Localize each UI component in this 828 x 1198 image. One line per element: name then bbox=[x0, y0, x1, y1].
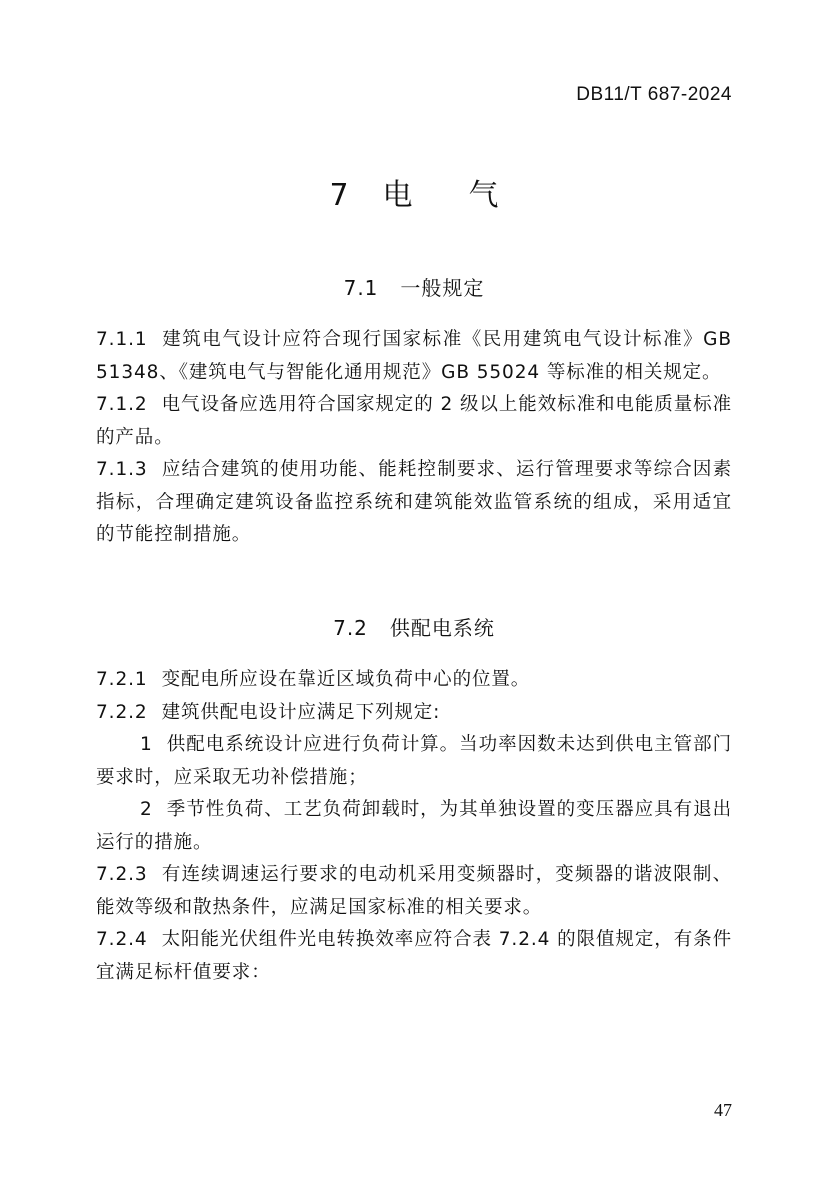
clause-7-1-3 bbox=[96, 454, 732, 552]
clause-text: 电气设备应选用符合国家规定的 2 级以上能效标准和电能质量标准的产品。 bbox=[96, 394, 732, 448]
clause-number: 7.2.1 bbox=[96, 669, 148, 690]
section-number: 7.1 bbox=[343, 276, 379, 300]
chapter-title-part1: 电 bbox=[382, 178, 413, 213]
clause-7-2-3 bbox=[96, 859, 732, 924]
section-7-1-body bbox=[96, 324, 732, 552]
section-heading: 供配电系统 bbox=[389, 616, 495, 640]
clause-text: 应结合建筑的使用功能、能耗控制要求、运行管理要求等综合因素指标，合理确定建筑设备监控系统和建筑能效监管系统的组成，采用适宜的节能控制措施。 bbox=[96, 459, 732, 545]
clause-number: 7.1.3 bbox=[96, 459, 148, 480]
clause-7-2-1 bbox=[96, 664, 732, 697]
clause-number: 7.2.3 bbox=[96, 864, 148, 885]
list-item-7-2-2-1 bbox=[96, 729, 732, 794]
clause-number: 7.2.4 bbox=[96, 929, 148, 950]
clause-number: 7.1.2 bbox=[96, 394, 148, 415]
clause-text: 太阳能光伏组件光电转换效率应符合表 7.2.4 的限值规定，有条件宜满足标杆值要求： bbox=[96, 929, 732, 983]
clause-7-1-2 bbox=[96, 389, 732, 454]
page-number: 47 bbox=[714, 1100, 732, 1120]
chapter-title bbox=[0, 170, 828, 214]
item-text: 季节性负荷、工艺负荷卸载时，为其单独设置的变压器应具有退出运行的措施。 bbox=[96, 799, 732, 853]
clause-text: 建筑供配电设计应满足下列规定: bbox=[161, 701, 441, 723]
clause-number: 7.1.1 bbox=[96, 329, 148, 350]
clause-7-1-1 bbox=[96, 324, 732, 389]
clause-number: 7.2.2 bbox=[96, 701, 148, 723]
clause-7-2-4 bbox=[96, 924, 732, 989]
clause-text: 有连续调速运行要求的电动机采用变频器时，变频器的谐波限制、能效等级和散热条件，应满足国家标准的相关要求。 bbox=[96, 864, 732, 918]
clause-7-2-2 bbox=[96, 697, 732, 730]
clause-text: 变配电所应设在靠近区域负荷中心的位置。 bbox=[161, 669, 531, 690]
item-text: 供配电系统设计应进行负荷计算。当功率因数未达到供电主管部门要求时，应采取无功补偿措施； bbox=[96, 734, 732, 788]
item-number: 2 bbox=[140, 799, 153, 820]
document-code: DB11/T 687-2024 bbox=[576, 84, 732, 105]
section-number: 7.2 bbox=[333, 616, 368, 640]
section-7-2-body bbox=[96, 664, 732, 989]
list-item-7-2-2-2 bbox=[96, 794, 732, 859]
chapter-title-part2: 气 bbox=[468, 178, 499, 213]
clause-text: 建筑电气设计应符合现行国家标准《民用建筑电气设计标准》GB 51348、《建筑电气与智能化通用规范》GB 55024 等标准的相关规定。 bbox=[96, 329, 732, 383]
chapter-number: 7 bbox=[329, 178, 349, 213]
section-title-7-2 bbox=[0, 612, 828, 641]
section-heading: 一般规定 bbox=[400, 276, 485, 300]
section-title-7-1 bbox=[0, 272, 828, 301]
item-number: 1 bbox=[140, 734, 153, 755]
